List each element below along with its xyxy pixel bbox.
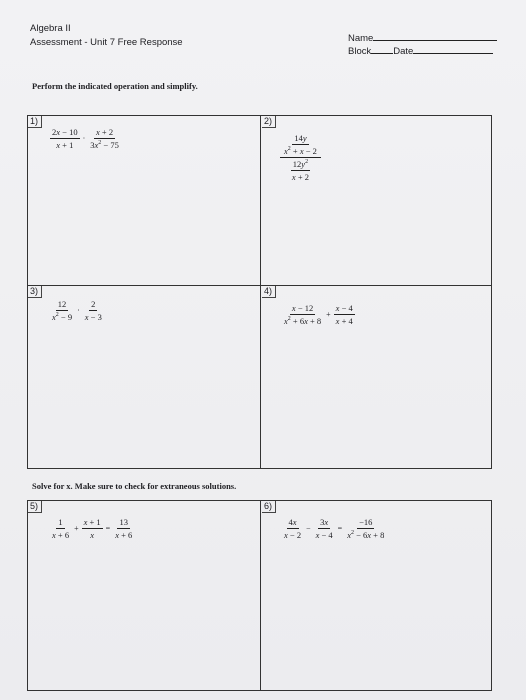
problem-1-expression: $\frac{2x - 10}{x + 1}$ · $\frac{x + 2}{3x^2 - 75}$ — [52, 127, 119, 150]
problem-6-equation: $\frac{4x}{x - 2}$ − $\frac{3x}{x - 4}$ = $\frac{-16}{x^2 - 6x + 8}$ — [284, 517, 385, 540]
name-blank[interactable] — [373, 40, 497, 41]
assessment-title: Assessment - Unit 7 Free Response — [30, 37, 183, 48]
problem-4-expression: $\frac{x - 12}{x^2 + 6x + 8}$ + $\frac{x - 4}{x + 4}$ — [284, 303, 353, 326]
problem-1-number: 1) — [28, 116, 42, 128]
date-blank[interactable] — [413, 53, 493, 54]
problem-3-number: 3) — [28, 286, 42, 298]
problem-5-number: 5) — [28, 501, 42, 513]
problem-5-equation: $\frac{1}{x + 6}$ + $\frac{x + 1}{x}$ = $\frac{13}{x + 6}$ — [52, 517, 133, 540]
grid-divider-horizontal — [28, 285, 491, 286]
solve-instructions: Solve for x. Make sure to check for extraneous solutions. — [32, 481, 237, 491]
problem-4-number: 4) — [262, 286, 276, 298]
operations-instructions: Perform the indicated operation and simplify. — [32, 81, 198, 91]
problem-2-number: 2) — [262, 116, 276, 128]
problem-2-expression: $\frac{\frac{14y}{x^2 + x - 2}}{\frac{12y^2}{x + 2}}$ — [280, 133, 321, 182]
grid-divider-vertical — [260, 116, 261, 468]
block-blank[interactable] — [371, 53, 393, 54]
grid-divider-vertical-bottom — [260, 501, 261, 690]
date-label: Date — [393, 46, 414, 57]
block-label: Block — [348, 46, 372, 57]
problem-grid-bottom — [27, 500, 492, 691]
problem-3-expression: $\frac{12}{x^2 - 9}$ · $\frac{2}{x - 3}$ — [52, 299, 102, 322]
name-label: Name — [348, 33, 374, 44]
header-left — [30, 22, 183, 50]
problem-6-number: 6) — [262, 501, 276, 513]
course-title: Algebra II — [30, 23, 71, 34]
problem-grid-top — [27, 115, 492, 469]
header-right — [348, 32, 497, 58]
